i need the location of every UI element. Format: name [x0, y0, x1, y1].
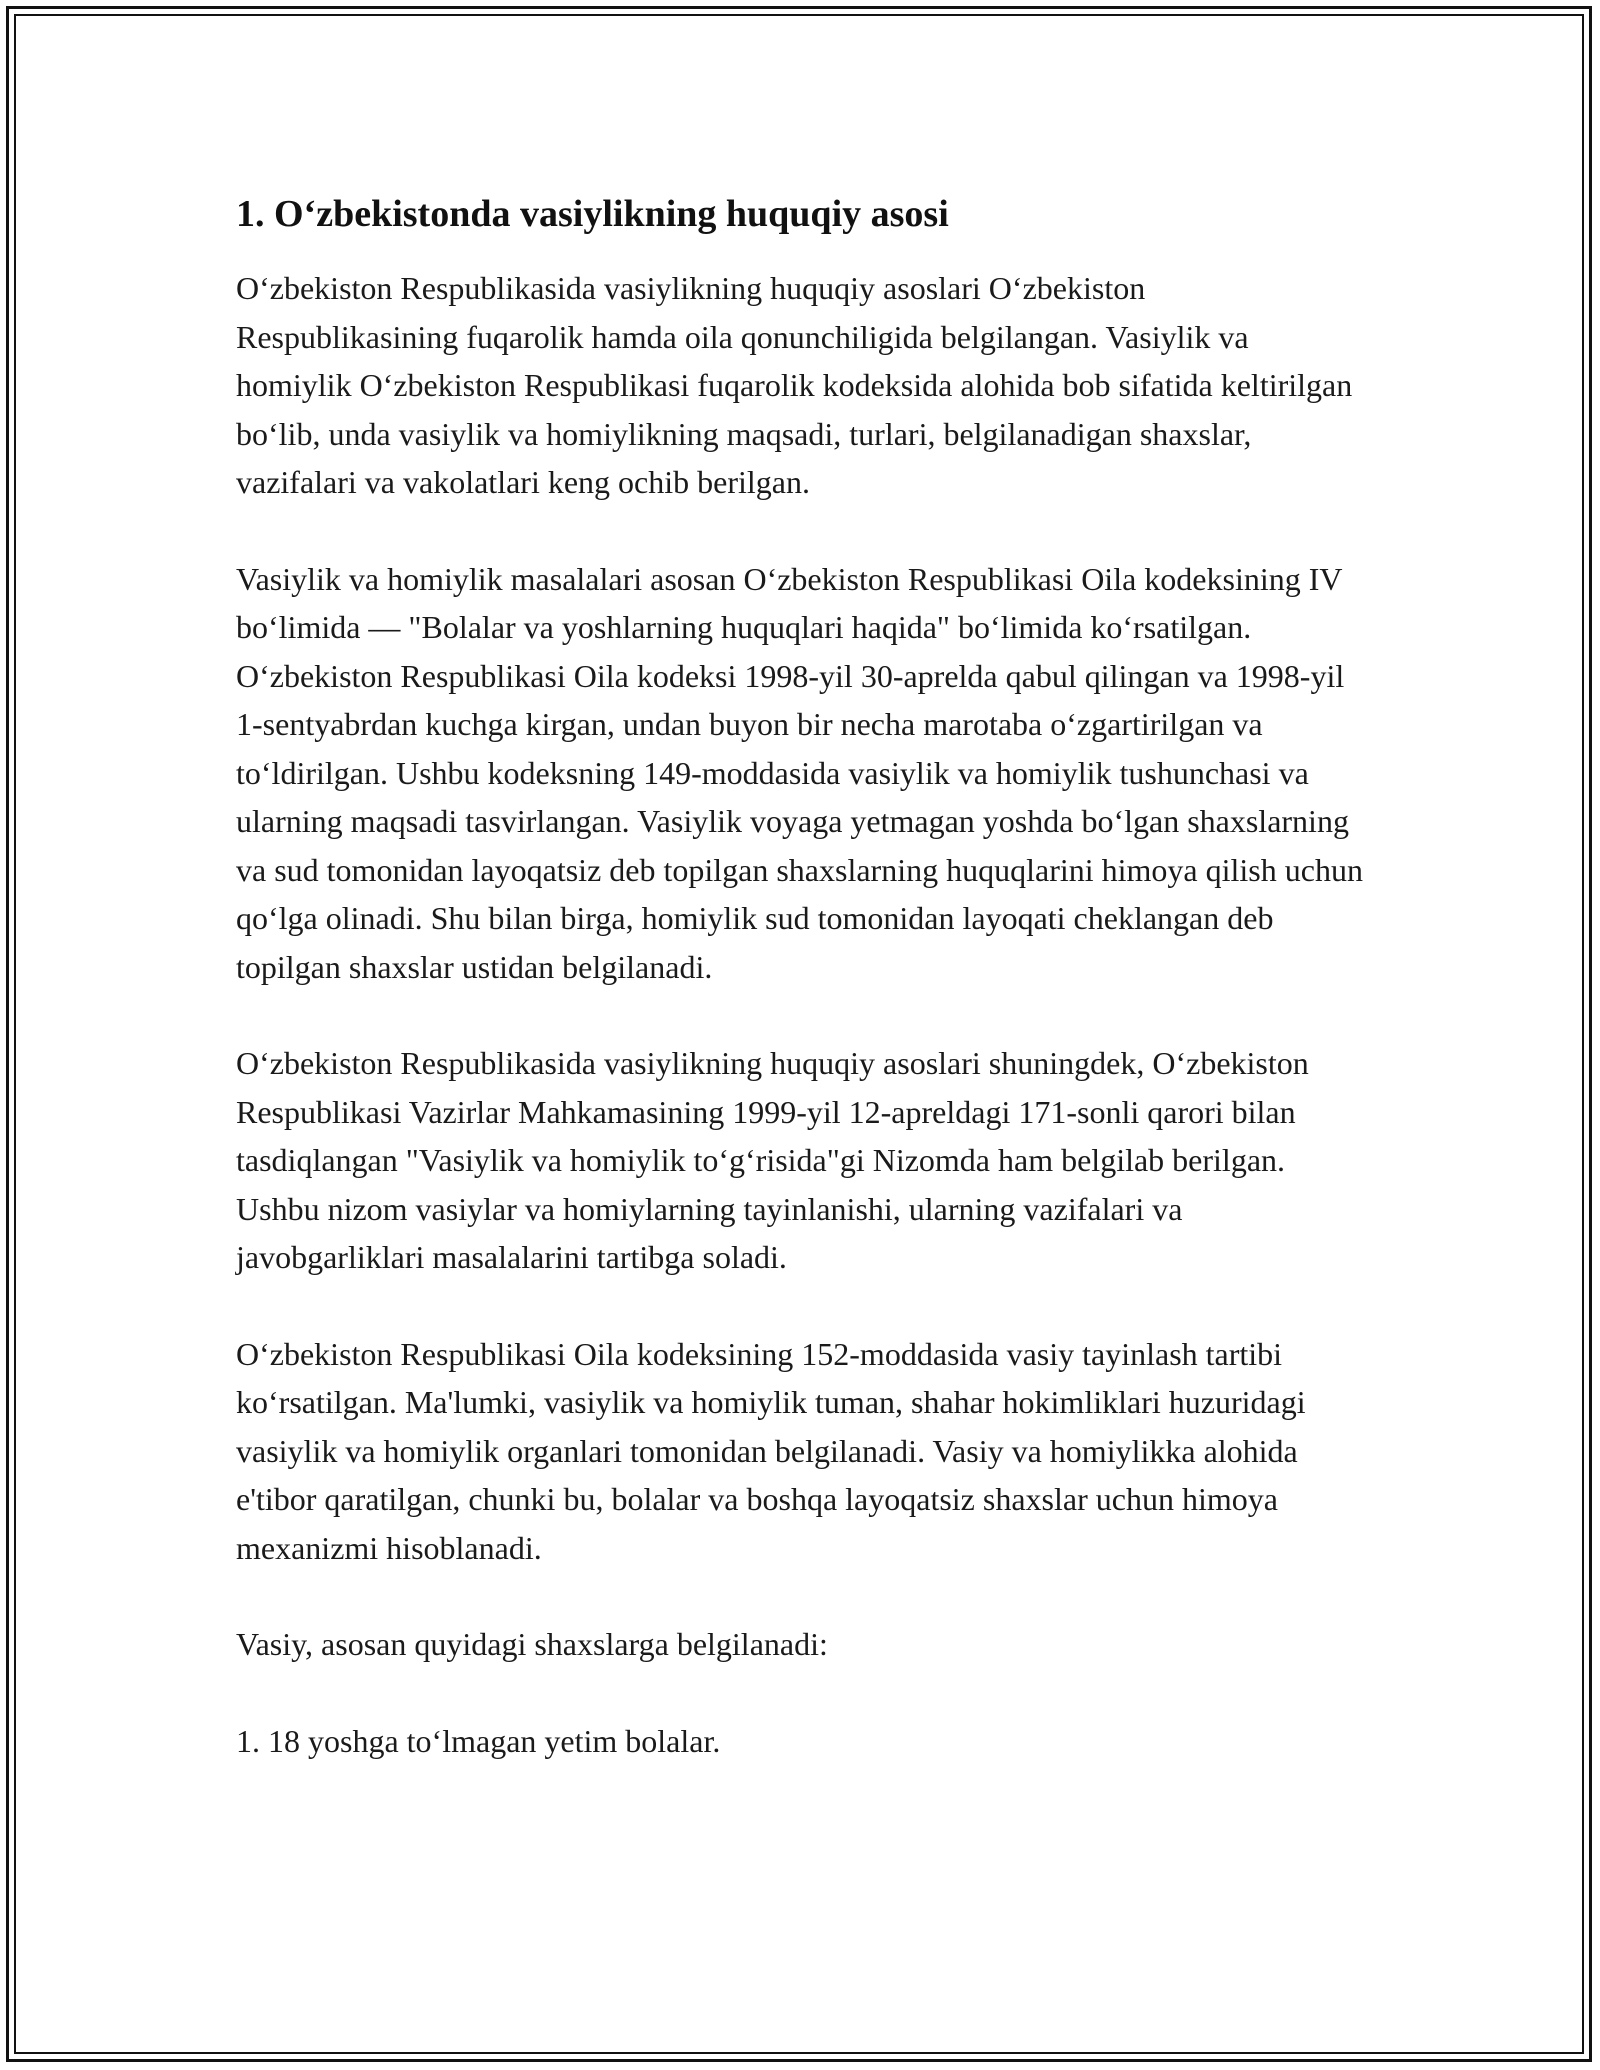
document-body — [236, 186, 1366, 1813]
paragraph-list-intro: Vasiy, asosan quyidagi shaxslarga belgilanadi: — [236, 1626, 828, 1662]
section-heading: 1. O‘zbekistonda vasiylikning huquqiy asosi — [236, 193, 949, 235]
paragraph-legal-basis: O‘zbekiston Respublikasida vasiylikning huquqiy asoslari O‘zbekiston Respublikasining fuqarolik hamda oila qonunchiligida belgilangan. Vasiylik va homiylik O‘zbekiston Respublikasi fuqarolik kodeksida alohida bob sifatida keltirilgan bo‘lib, unda vasiylik va homiylikning maqsadi, turlari, belgilanadigan shaxslar, vazifalari va vakolatlari keng ochib berilgan. — [236, 270, 1353, 500]
list-item-orphans: 1. 18 yoshga to‘lmagan yetim bolalar. — [236, 1722, 721, 1759]
paragraph-appointment-procedure: O‘zbekiston Respublikasi Oila kodeksining 152-moddasida vasiy tayinlash tartibi ko‘rsatilgan. Ma'lumki, vasiylik va homiylik tuman, shahar hokimliklari huzuridagi vasiylik va homiylik organlari tomonidan belgilanadi. Vasiy va homiylikka alohida e'tibor qaratilgan, chunki bu, bolalar va boshqa layoqatsiz shaxslar uchun himoya mexanizmi hisoblanadi. — [236, 1335, 1306, 1566]
paragraph-family-code: Vasiylik va homiylik masalalari asosan O‘zbekiston Respublikasi Oila kodeksining IV bo‘limida — "Bolalar va yoshlarning huquqlari haqida" bo‘limida ko‘rsatilgan. O‘zbekiston Respublikasi Oila kodeksi 1998-yil 30-aprelda qabul qilingan va 1998-yil 1-sentyabrdan kuchga kirgan, undan buyon bir necha marotaba o‘zgartirilgan va to‘ldirilgan. Ushbu kodeksning 149-moddasida vasiylik va homiylik tushunchasi va ularning maqsadi tasvirlangan. Vasiylik voyaga yetmagan yoshda bo‘lgan shaxslarning va sud tomonidan layoqatsiz deb topilgan shaxslarning huquqlarini himoya qilish uchun qo‘lga olinadi. Shu bilan birga, homiylik sud tomonidan layoqati cheklangan deb topilgan shaxslar ustidan belgilanadi. — [236, 560, 1363, 985]
paragraph-regulation: O‘zbekiston Respublikasida vasiylikning huquqiy asoslari shuningdek, O‘zbekiston Respublikasi Vazirlar Mahkamasining 1999-yil 12-apreldagi 171-sonli qarori bilan tasdiqlangan "Vasiylik va homiylik to‘g‘risida"gi Nizomda ham belgilab berilgan. Ushbu nizom vasiylar va homiylarning tayinlanishi, ularning vazifalari va javobgarliklari masalalarini tartibga soladi. — [236, 1045, 1309, 1275]
